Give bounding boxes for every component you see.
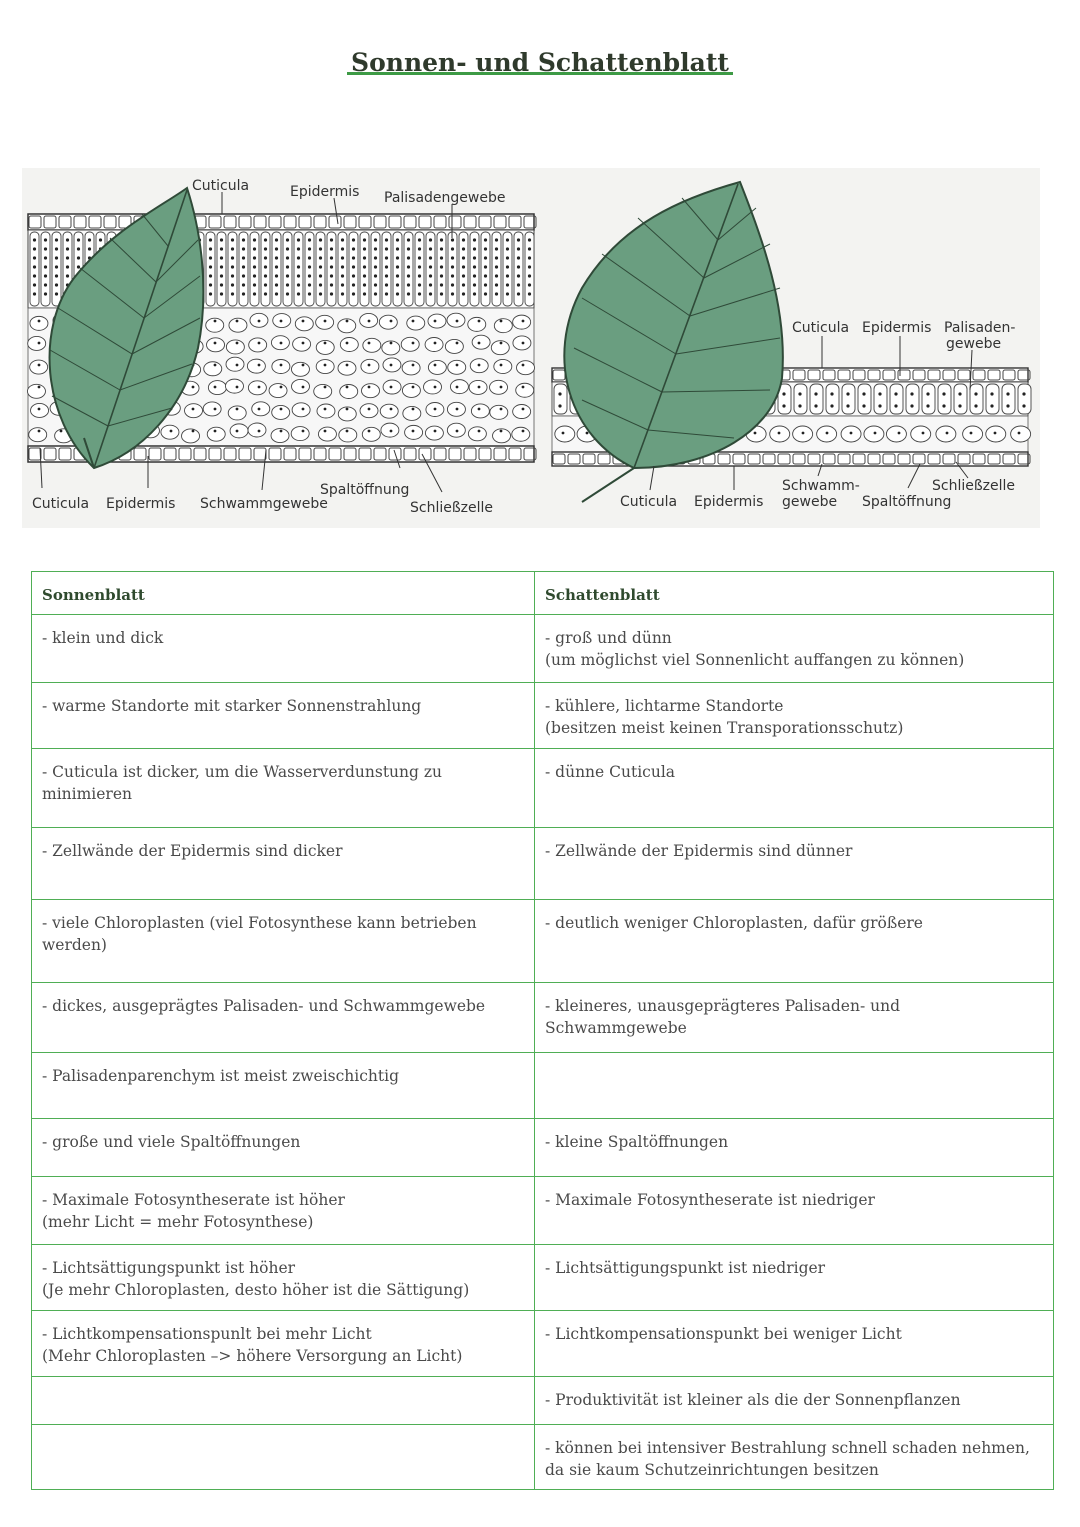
sonnenblatt-cell [32,1311,535,1377]
page-title [0,48,1080,77]
sun-label-cuticula-top: Cuticula [192,178,250,194]
sun-label-cuticula-bottom: Cuticula [32,496,90,512]
sonnenblatt-cell [32,1177,535,1245]
schattenblatt-cell [535,828,1054,900]
sonnenblatt-cell [32,828,535,900]
header-schattenblatt: Schattenblatt [535,572,1054,615]
shade-label-stoma: Spaltöffnung [862,494,952,510]
cell-text: - warme Standorte mit starker Sonnenstrahlung [42,697,422,715]
cell-text: - klein und dick [42,629,164,647]
table-row [32,1311,1054,1377]
schattenblatt-cell [535,900,1054,983]
cell-text: - Zellwände der Epidermis sind dünner [545,842,853,860]
table-row [32,683,1054,749]
sonnenblatt-cell [32,1245,535,1311]
table-row [32,1119,1054,1177]
cell-text: - Produktivität ist kleiner als die der Sonnenpflanzen [545,1391,961,1409]
sun-label-palisade: Palisadengewebe [384,190,506,206]
schattenblatt-cell [535,1177,1054,1245]
schattenblatt-cell [535,1311,1054,1377]
sun-label-epidermis-top: Epidermis [290,184,360,200]
cell-text: - kleine Spaltöffnungen [545,1133,729,1151]
cell-text: - Cuticula ist dicker, um die Wasserverdunstung zu minimieren [42,763,443,803]
cell-text: - Zellwände der Epidermis sind dicker [42,842,343,860]
table-row [32,1377,1054,1425]
shade-label-spongy-1: Schwamm- [782,478,860,494]
sun-label-guard-cell: Schließzelle [410,500,494,516]
sonnenblatt-cell [32,1377,535,1425]
cell-text: - Lichtkompensationspunkt bei weniger Licht [545,1325,902,1343]
schattenblatt-cell [535,1245,1054,1311]
schattenblatt-cell [535,615,1054,683]
sonnenblatt-cell [32,1425,535,1490]
sonnenblatt-cell [32,983,535,1053]
sonnenblatt-cell [32,615,535,683]
page-title-text: Sonnen- und Schattenblatt [347,48,733,77]
shade-label-palisade-1: Palisaden- [944,320,1016,336]
shade-label-palisade-2: gewebe [946,336,1002,352]
sun-label-spongy: Schwammgewebe [200,496,328,512]
cell-text: - Lichtsättigungspunkt ist niedriger [545,1259,826,1277]
cell-text: - viele Chloroplasten (viel Fotosynthese kann betrieben werden) [42,914,477,954]
table-row [32,749,1054,828]
sun-label-stoma: Spaltöffnung [320,482,410,498]
table-row [32,1053,1054,1119]
cell-text: - Palisadenparenchym ist meist zweischichtig [42,1067,400,1085]
schattenblatt-cell [535,1377,1054,1425]
table-row [32,900,1054,983]
table-row [32,1425,1054,1490]
sonnenblatt-cell [32,749,535,828]
shade-label-epidermis-top: Epidermis [862,320,932,336]
table-header-row [32,572,1054,615]
sonnenblatt-cell [32,900,535,983]
cell-text: - Lichtsättigungspunkt ist höher (Je mehr Chloroplasten, desto höher ist die Sättigung) [42,1259,470,1299]
sonnenblatt-cell [32,683,535,749]
table-row [32,1177,1054,1245]
header-sonnenblatt: Sonnenblatt [32,572,535,615]
table-row [32,615,1054,683]
sonnenblatt-cell [32,1119,535,1177]
table-row [32,1245,1054,1311]
shade-label-spongy-2: gewebe [782,494,838,510]
shade-label-epidermis-bottom: Epidermis [694,494,764,510]
table-row [32,828,1054,900]
cell-text: - große und viele Spaltöffnungen [42,1133,301,1151]
comparison-table [31,571,1054,1490]
leaf-cross-section-figure [22,168,1040,528]
schattenblatt-cell [535,1425,1054,1490]
cell-text: - Maximale Fotosyntheserate ist höher (mehr Licht = mehr Fotosynthese) [42,1191,345,1231]
schattenblatt-cell [535,749,1054,828]
cell-text: - kleineres, unausgeprägteres Palisaden- und Schwammgewebe [545,997,901,1037]
sonnenblatt-cell [32,1053,535,1119]
cell-text: - Maximale Fotosyntheserate ist niedriger [545,1191,875,1209]
schattenblatt-cell [535,1119,1054,1177]
sun-label-epidermis-bottom: Epidermis [106,496,176,512]
cell-text: - dickes, ausgeprägtes Palisaden- und Schwammgewebe [42,997,486,1015]
schattenblatt-cell [535,1053,1054,1119]
schattenblatt-cell [535,983,1054,1053]
shade-label-cuticula-bottom: Cuticula [620,494,678,510]
cell-text: - deutlich weniger Chloroplasten, dafür größere [545,914,923,932]
cell-text: - können bei intensiver Bestrahlung schnell schaden nehmen, da sie kaum Schutzeinrichtungen besitzen [545,1439,1030,1479]
cell-text: - kühlere, lichtarme Standorte (besitzen meist keinen Transporationsschutz) [545,697,904,737]
cell-text: - dünne Cuticula [545,763,676,781]
table-row [32,983,1054,1053]
schattenblatt-cell [535,683,1054,749]
cell-text: - Lichtkompensationspunlt bei mehr Licht (Mehr Chloroplasten –> höhere Versorgung an Licht) [42,1325,463,1365]
cell-text: - groß und dünn (um möglichst viel Sonnenlicht auffangen zu können) [545,629,965,669]
shade-label-guard-cell: Schließzelle [932,478,1016,494]
shade-label-cuticula-top: Cuticula [792,320,850,336]
